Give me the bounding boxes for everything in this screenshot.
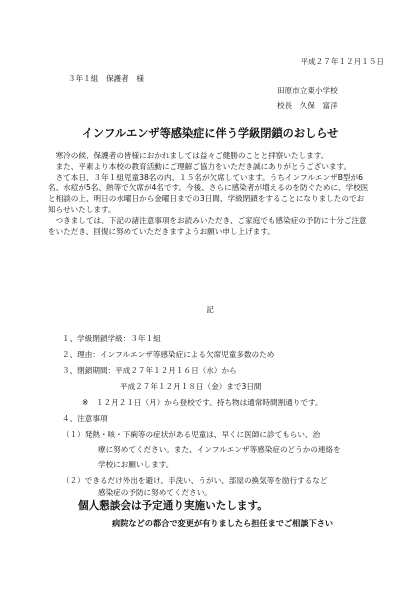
item-reason: ２、理由：インフルエンザ等感染症による欠席児童多数のため <box>62 350 275 359</box>
body-paragraph-request: つきましては、下記の諸注意事項をお読みいただき、ご家庭でも感染症の予防に十分ご注意をいただき、回復に努めていただきますようお願い申し上げます。 <box>48 215 367 236</box>
body-paragraph-thanks: また、平素より本校の教育活動にご理解ご協力をいただき誠にありがとうございます。 <box>55 161 352 171</box>
precaution-1-line-3: 学校にお願いします。 <box>98 460 174 469</box>
meeting-notice: 個人懇談会は予定通り実施いたします。 <box>78 500 268 512</box>
notice-body <box>48 151 370 237</box>
body-paragraph-greeting: 寒冷の候、保護者の皆様におかれましては益々ご健勝のことと拝察いたします。 <box>55 151 329 160</box>
ki-heading: 記 <box>206 305 214 314</box>
item-precautions: ４、注意事項 <box>62 414 108 423</box>
principal-name: 校長 久保 富洋 <box>277 101 338 110</box>
body-paragraph-situation: さて本日、３年１組児童38名の内、１５名が欠席しています。うちインフルエンザB型が6名、水痘が5名、熱等で欠席が4名です。今後、さらに感染者が増えるのを防ぐために、学校医と相談の上、明日の水曜日から金曜日までの3日間、学級閉鎖をすることになりましたのでお知らせいたします。 <box>48 172 369 214</box>
item-period: ３、閉鎖期間：平成２７年１２月１６日（水）から <box>62 366 237 375</box>
precaution-1-line-1: （１）発熱・咳・下痢等の症状がある児童は、早くに医師に診てもらい、治 <box>62 430 321 439</box>
notice-title: インフルエンザ等感染症に伴う学級閉鎖のおしらせ <box>81 127 339 140</box>
precaution-1-line-2: 療に努めてください。また、インフルエンザ等感染症のどうかの連絡を <box>98 445 341 454</box>
item-period-end: 平成２７年１２月１８日（金）まで3日間 <box>120 382 262 391</box>
precaution-2-line-1: （２）できるだけ外出を避け、手洗い、うがい、部屋の換気等を励行するなど <box>62 476 328 485</box>
item-class: １、学級閉鎖学級：３年１組 <box>62 334 161 343</box>
item-period-note: ※ １２月２１日（月）から登校です。持ち物は通常時間割通りです。 <box>82 398 323 407</box>
contact-notice: 病院などの都合で変更が有りましたら担任までご相談下さい <box>112 518 334 528</box>
precaution-2-line-2: 感染症の予防に努めてください。 <box>98 488 212 497</box>
notice-date: 平成２７年１２月１５日 <box>300 57 384 66</box>
recipient: ３年１組 保護者 様 <box>68 74 144 83</box>
school-name: 田原市立東小学校 <box>277 86 338 95</box>
